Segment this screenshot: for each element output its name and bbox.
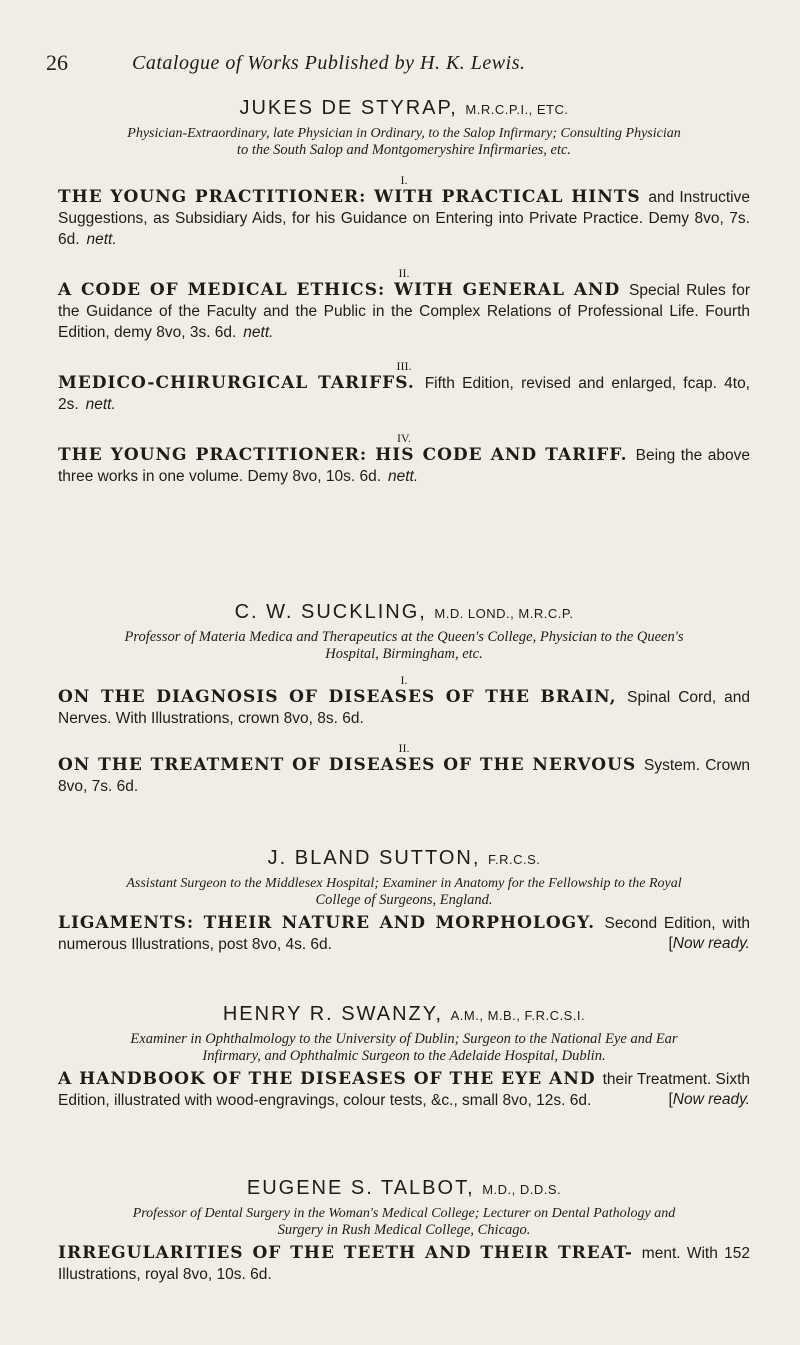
- author-heading: [58, 600, 750, 626]
- book-details: and Instructive Suggestions, as Subsidiary Aids, for his Guidance on Entering into Private Practice. Demy 8vo, 7s. 6d.: [58, 189, 750, 248]
- author-name: HENRY R. SWANZY,: [222, 1003, 444, 1025]
- author-degrees: A.M., M.B., F.R.C.S.I.: [450, 1008, 586, 1023]
- author-section-talbot: [58, 1176, 750, 1285]
- qualification-line: Examiner in Ophthalmology to the University of Dublin; Surgeon to the National Eye and Ear: [130, 1031, 678, 1047]
- qualification-line: Professor of Materia Medica and Therapeutics at the Queen's College, Physician to the Queen's: [124, 629, 684, 645]
- author-heading: [58, 1176, 750, 1202]
- work-numeral: I.: [400, 673, 408, 687]
- author-heading: [58, 1002, 750, 1028]
- qualification-line: Professor of Dental Surgery in the Woman's Medical College; Lecturer on Dental Pathology and: [132, 1206, 676, 1221]
- author-qualifications: [58, 1031, 750, 1065]
- qualification-line: to the South Salop and Montgomeryshire Infirmaries, etc.: [236, 142, 572, 158]
- work-numeral: III.: [396, 359, 412, 373]
- availability-note: [Now ready.: [668, 935, 750, 952]
- price-note: nett.: [86, 231, 117, 248]
- price-note: nett.: [85, 396, 116, 413]
- book-entry: [58, 373, 750, 415]
- work-numeral: II.: [398, 741, 410, 755]
- page-number: 26: [46, 50, 68, 75]
- qualification-line: Assistant Surgeon to the Middlesex Hospital; Examiner in Anatomy for the Fellowship to the Royal: [126, 876, 682, 891]
- running-title: Catalogue of Works Published by H. K. Lewis.: [132, 52, 526, 74]
- qualification-line: College of Surgeons, England.: [315, 892, 493, 908]
- author-name: EUGENE S. TALBOT,: [246, 1177, 475, 1199]
- book-details: Spinal Cord, and Nerves. With Illustrations, crown 8vo, 8s. 6d.: [58, 689, 750, 727]
- book-details: ment. With 152 Illustrations, royal 8vo, 10s. 6d.: [58, 1245, 750, 1283]
- author-section-swanzy: [58, 1002, 750, 1111]
- qualification-line: Hospital, Birmingham, etc.: [325, 646, 483, 662]
- book-entry: [58, 913, 750, 955]
- price-note: nett.: [243, 324, 274, 341]
- author-section-jukes-de-styrap: [58, 96, 750, 487]
- book-details: their Treatment. Sixth Edition, illustrated with wood-engravings, colour tests, &c., small 8vo, 12s. 6d.: [58, 1071, 751, 1109]
- book-details: Second Edition, with numerous Illustrations, post 8vo, 4s. 6d.: [58, 915, 750, 953]
- book-title: ON THE DIAGNOSIS OF DISEASES OF THE BRAIN,: [58, 687, 617, 707]
- author-qualifications: [58, 1205, 750, 1239]
- book-details: Fifth Edition, revised and enlarged, fcap. 4to, 2s.: [58, 375, 750, 413]
- availability-note: [Now ready.: [668, 1091, 750, 1108]
- author-qualifications: [58, 875, 750, 909]
- book-title: ON THE TREATMENT OF DISEASES OF THE NERVOUS: [58, 755, 637, 775]
- book-title: LIGAMENTS: THEIR NATURE AND MORPHOLOGY.: [58, 913, 596, 933]
- book-title: A HANDBOOK OF THE DISEASES OF THE EYE AND: [58, 1069, 596, 1089]
- author-degrees: M.D., D.D.S.: [482, 1182, 562, 1197]
- author-degrees: M.R.C.P.I., ETC.: [465, 102, 569, 117]
- author-name: JUKES DE STYRAP,: [239, 97, 458, 119]
- qualification-line: Infirmary, and Ophthalmic Surgeon to the Adelaide Hospital, Dublin.: [202, 1048, 606, 1064]
- price-note: nett.: [388, 468, 419, 485]
- author-name: J. BLAND SUTTON,: [267, 847, 481, 869]
- book-entry: [58, 445, 750, 487]
- work-numeral: II.: [398, 266, 410, 280]
- book-title: THE YOUNG PRACTITIONER: HIS CODE AND TARIFF.: [58, 445, 628, 465]
- qualification-line: Physician-Extraordinary, late Physician in Ordinary, to the Salop Infirmary; Consulting Physician: [127, 126, 681, 141]
- book-entry: [58, 1243, 750, 1285]
- book-title: THE YOUNG PRACTITIONER: WITH PRACTICAL HINTS: [58, 187, 641, 207]
- author-qualifications: [58, 629, 750, 663]
- book-entry: [58, 687, 750, 729]
- book-title: IRREGULARITIES OF THE TEETH AND THEIR TREAT-: [58, 1243, 633, 1263]
- book-title: MEDICO-CHIRURGICAL TARIFFS.: [58, 373, 415, 393]
- book-details: Special Rules for the Guidance of the Faculty and the Public in the Complex Relations of Professional Life. Fourth Edition, demy 8vo, 3s. 6d.: [58, 282, 750, 341]
- book-entry: [58, 187, 750, 250]
- author-section-bland-sutton: [58, 846, 750, 955]
- author-heading: [58, 96, 750, 122]
- qualification-line: Surgery in Rush Medical College, Chicago.: [277, 1222, 531, 1238]
- author-name: C. W. SUCKLING,: [234, 601, 427, 623]
- author-degrees: M.D. LOND., M.R.C.P.: [434, 606, 574, 621]
- book-title: A CODE OF MEDICAL ETHICS: WITH GENERAL AND: [58, 280, 621, 300]
- book-details: Being the above three works in one volume. Demy 8vo, 10s. 6d.: [58, 447, 750, 485]
- work-numeral: I.: [400, 173, 408, 187]
- book-entry: [58, 280, 750, 343]
- running-header: [46, 50, 760, 80]
- author-qualifications: [58, 125, 750, 159]
- book-entry: [58, 1069, 750, 1111]
- author-section-suckling: [58, 600, 750, 797]
- work-numeral: IV.: [396, 431, 412, 445]
- author-degrees: F.R.C.S.: [487, 852, 541, 867]
- author-heading: [58, 846, 750, 872]
- book-details: System. Crown 8vo, 7s. 6d.: [58, 757, 751, 795]
- book-entry: [58, 755, 750, 797]
